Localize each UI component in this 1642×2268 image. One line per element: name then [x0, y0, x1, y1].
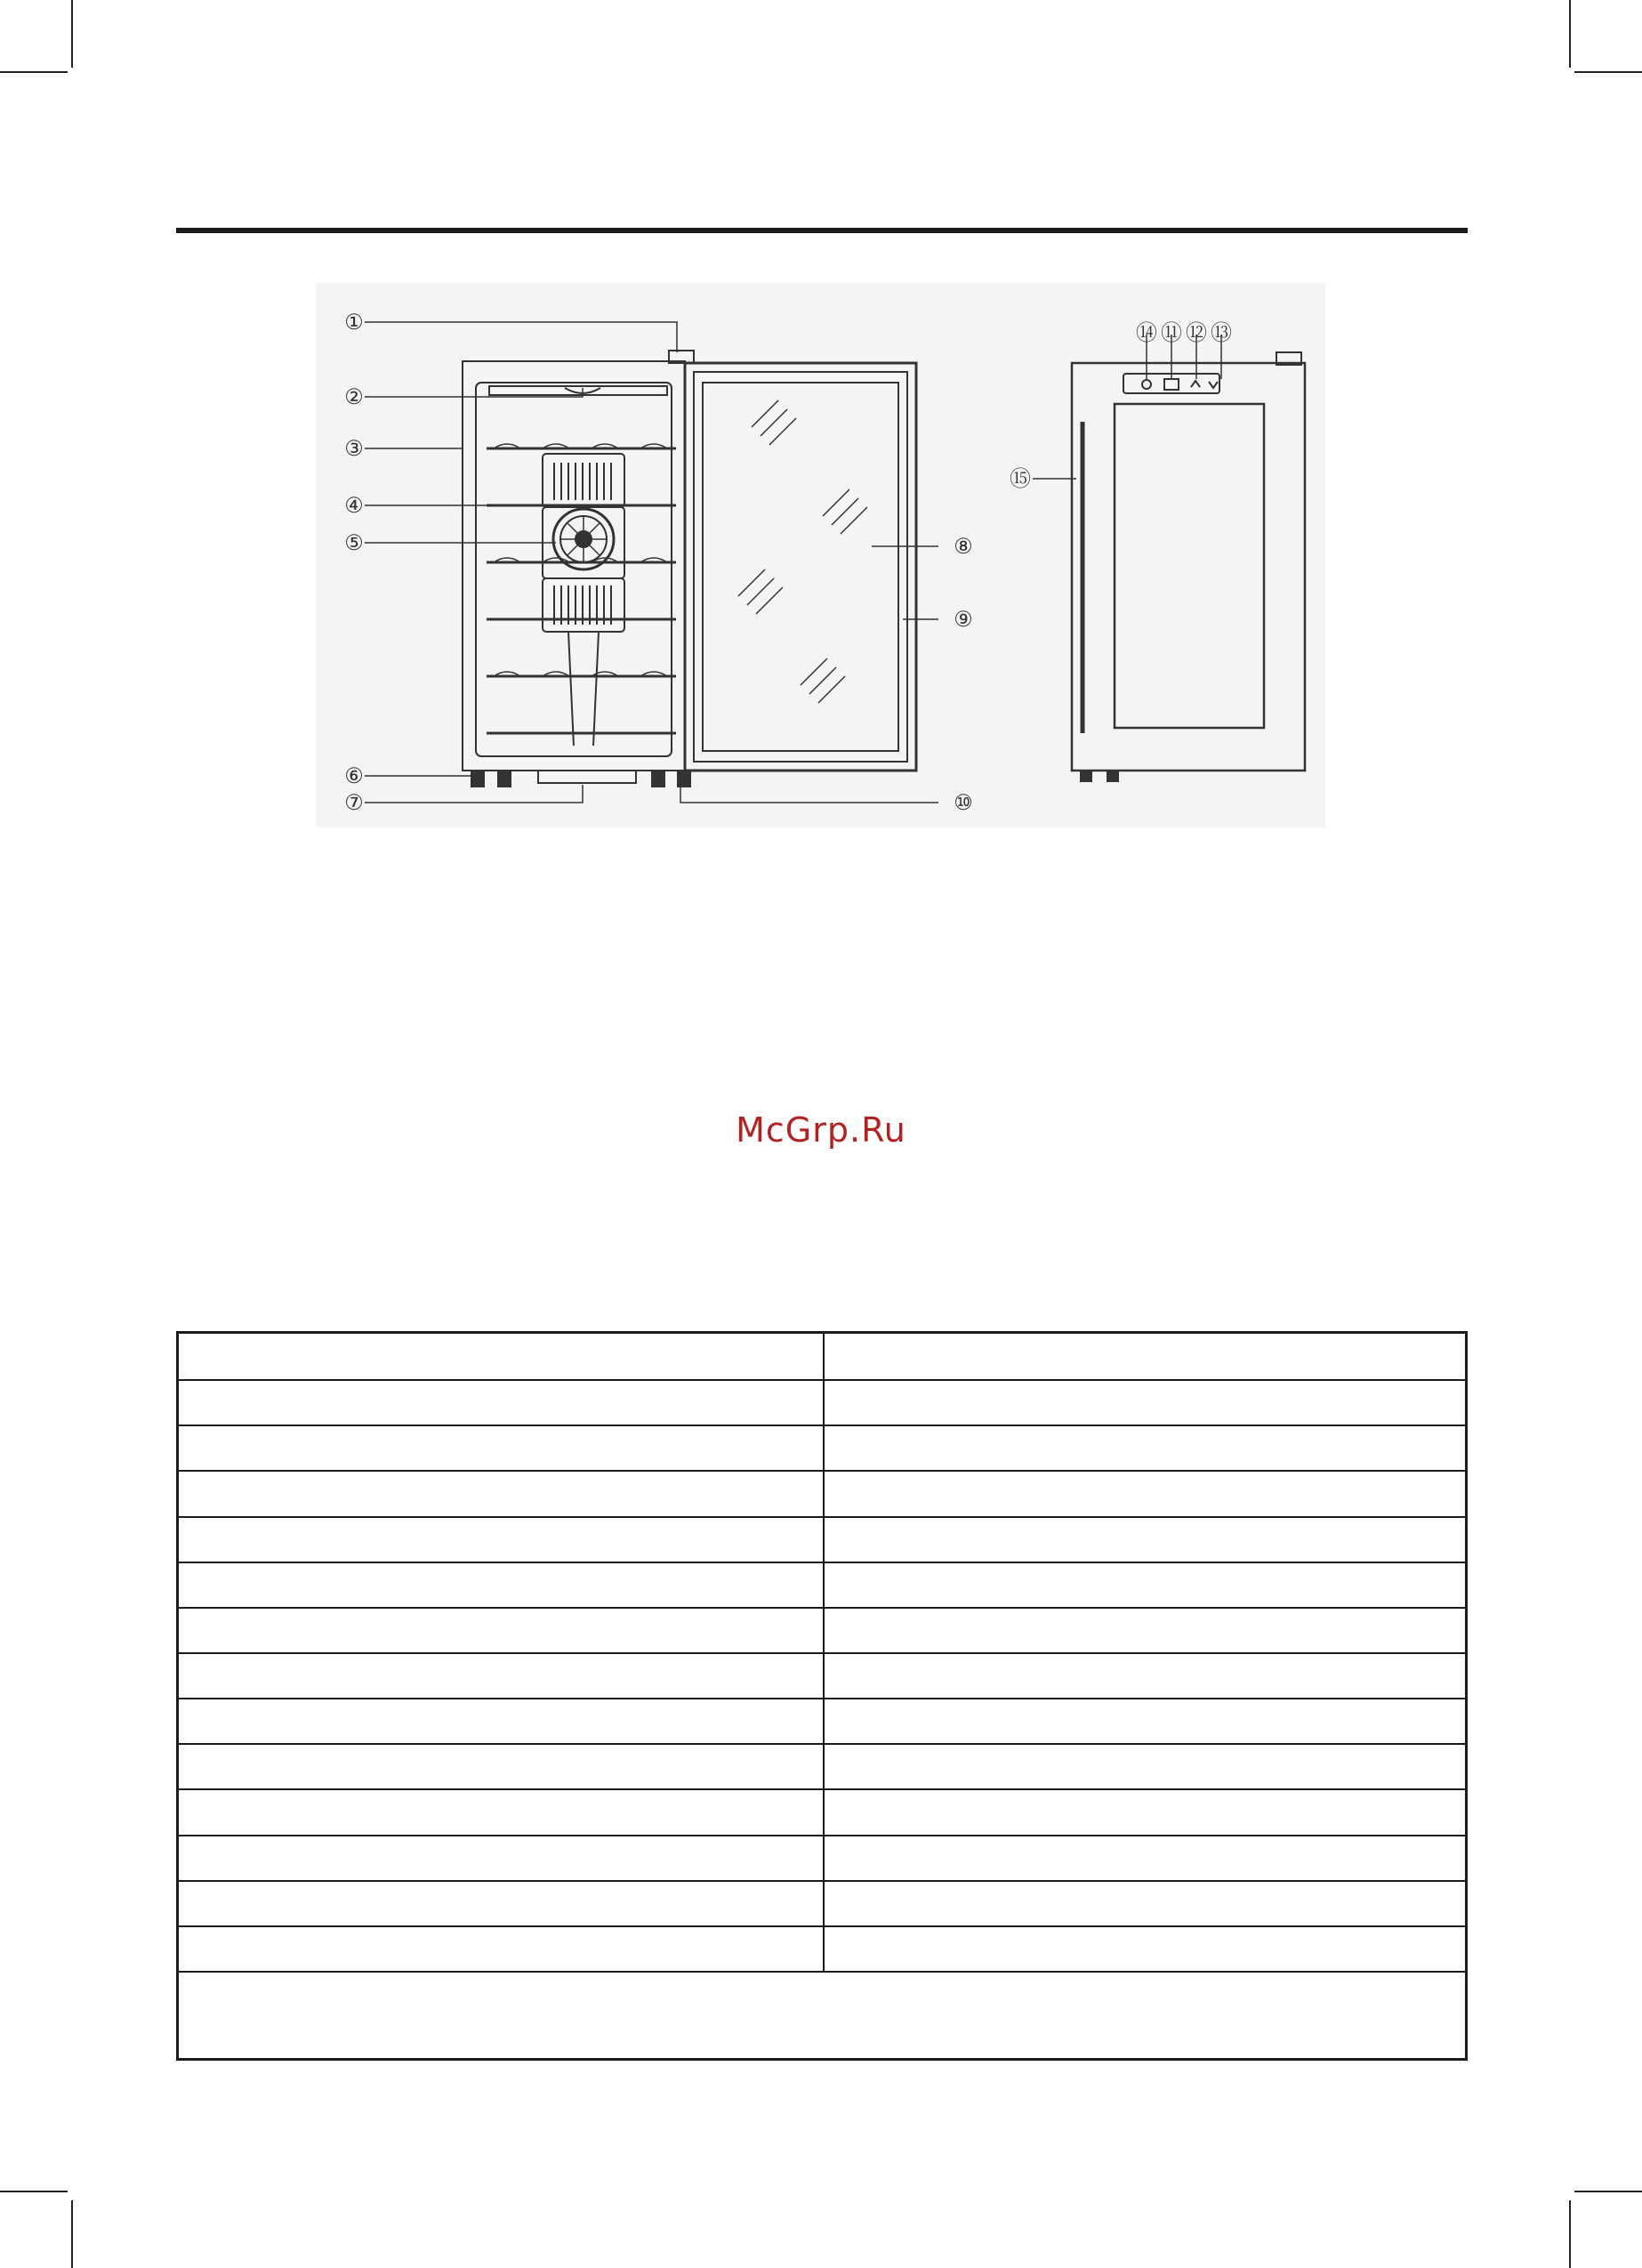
product-diagram [316, 283, 1325, 827]
spec-name-cell [179, 1334, 825, 1379]
display [1164, 379, 1179, 390]
cabinet-closed [1072, 352, 1305, 771]
crop-mark-bottom-right-h [1574, 2191, 1642, 2192]
crop-mark-top-left-h [0, 71, 68, 73]
spec-value-cell [825, 1790, 1465, 1836]
power-button [1142, 380, 1151, 389]
callout-label: ⑭ [1136, 320, 1157, 345]
table-row [179, 1880, 1465, 1927]
spec-name-cell [179, 1518, 825, 1563]
table-row [179, 1425, 1465, 1472]
table-row [179, 1334, 1465, 1379]
crop-mark-bottom-right-v [1569, 2200, 1571, 2268]
callout-label: ③ [344, 436, 364, 461]
callout-label: ⑪ [1161, 320, 1182, 345]
callout-label: ⑧ [954, 534, 973, 559]
spec-name-cell [179, 1563, 825, 1609]
callout-label: ④ [344, 493, 364, 518]
glass-door [685, 363, 916, 771]
spec-value-cell [825, 1654, 1465, 1699]
callout-label: ⑨ [954, 607, 973, 632]
up-button [1191, 381, 1200, 387]
shelves [487, 448, 676, 733]
spec-name-cell [179, 1699, 825, 1745]
spec-value-cell [825, 1745, 1465, 1790]
table-row [179, 1925, 1465, 1973]
spec-name-cell [179, 1836, 825, 1882]
callout-label: ⑦ [344, 790, 364, 815]
crop-mark-top-right-h [1574, 71, 1642, 73]
callout-label: ⑮ [1010, 466, 1031, 491]
table-row [179, 1743, 1465, 1790]
feet-side [1081, 771, 1118, 781]
table-row [179, 1835, 1465, 1882]
spec-note-cell [179, 1971, 1465, 2058]
diagram-svg [316, 283, 1325, 827]
cooling-unit [543, 454, 624, 746]
spec-name-cell [179, 1381, 825, 1426]
spec-value-cell [825, 1882, 1465, 1927]
spec-value-cell [825, 1836, 1465, 1882]
table-row [179, 1470, 1465, 1517]
spec-value-cell [825, 1518, 1465, 1563]
callout-label: ⑫ [1186, 320, 1207, 345]
header-rule [176, 228, 1468, 233]
spec-value-cell [825, 1426, 1465, 1472]
spec-name-cell [179, 1654, 825, 1699]
table-row [179, 1698, 1465, 1745]
crop-mark-top-right-v [1569, 0, 1571, 68]
table-row [179, 1562, 1465, 1609]
callout-label: ① [344, 310, 364, 335]
spec-value-cell [825, 1381, 1465, 1426]
table-row [179, 1652, 1465, 1699]
crop-mark-bottom-left-v [71, 2200, 73, 2268]
spec-value-cell [825, 1563, 1465, 1609]
callout-label: ⑤ [344, 530, 364, 555]
spec-value-cell [825, 1609, 1465, 1654]
spec-name-cell [179, 1745, 825, 1790]
callout-label: ⑬ [1211, 320, 1232, 345]
spec-value-cell [825, 1699, 1465, 1745]
crop-mark-bottom-left-h [0, 2191, 68, 2192]
callout-label: ⑩ [954, 790, 973, 815]
crop-mark-top-left-v [71, 0, 73, 68]
spec-name-cell [179, 1426, 825, 1472]
base-vent [538, 771, 636, 783]
table-row [179, 1788, 1465, 1836]
table-row [179, 1516, 1465, 1563]
spec-name-cell [179, 1927, 825, 1973]
watermark: McGrp.Ru [736, 1110, 906, 1150]
spec-name-cell [179, 1882, 825, 1927]
table-row [179, 1379, 1465, 1426]
spec-name-cell [179, 1609, 825, 1654]
callout-label: ⑥ [344, 763, 364, 788]
spec-value-cell [825, 1472, 1465, 1517]
feet-front [471, 771, 690, 787]
spec-name-cell [179, 1472, 825, 1517]
down-button [1209, 382, 1218, 388]
spec-value-cell [825, 1334, 1465, 1379]
spec-name-cell [179, 1790, 825, 1836]
spec-value-cell [825, 1927, 1465, 1973]
table-row [179, 1607, 1465, 1654]
callout-label: ② [344, 384, 364, 409]
door-window [1115, 404, 1264, 728]
spec-table [176, 1331, 1468, 2061]
